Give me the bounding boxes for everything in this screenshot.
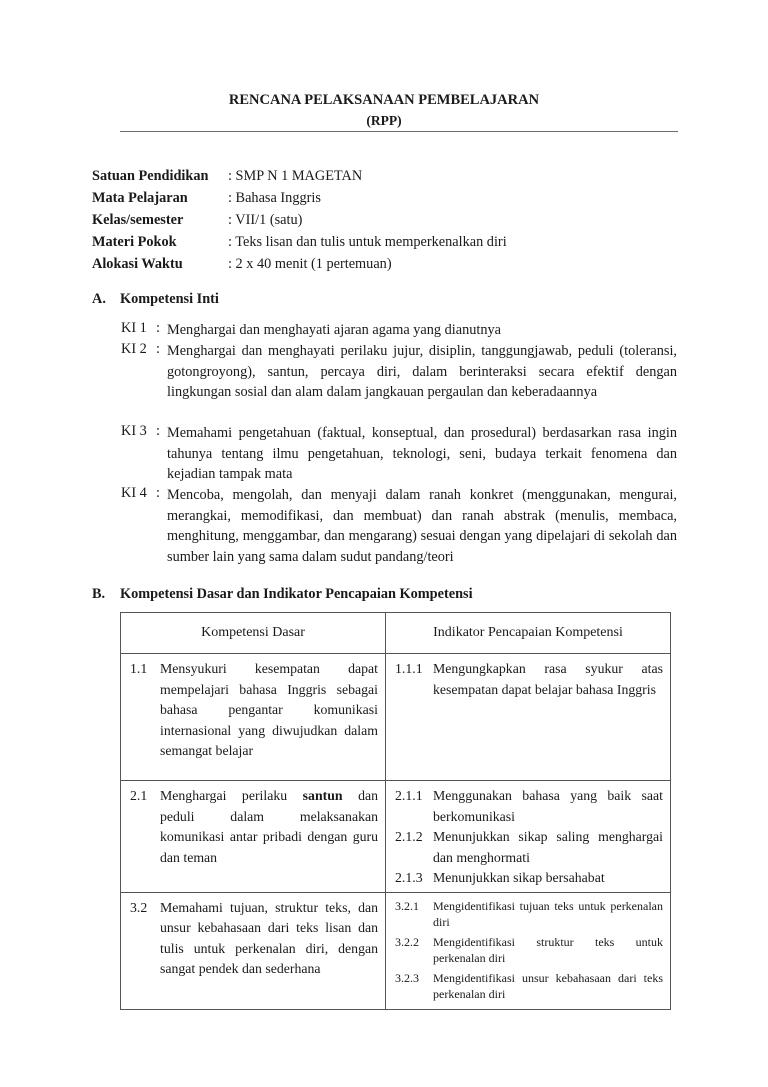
indicator-item <box>395 898 663 931</box>
competency-table <box>120 612 671 1010</box>
kd-item <box>130 659 378 762</box>
indicator-number: 3.2.2 <box>395 934 419 949</box>
kd-cell <box>121 654 386 781</box>
meta-value: : VII/1 (satu) <box>228 212 303 228</box>
ki-text: Memahami pengetahuan (faktual, konseptual, dan prosedural) berdasarkan rasa ingin tahunya tentang ilmu pengetahuan, teknologi, seni, budaya terkait fenomena dan kejadian tampak mata <box>167 425 677 482</box>
indicator-item <box>395 786 663 827</box>
kd-item <box>130 786 378 868</box>
indicator-item <box>395 827 663 868</box>
meta-key: Mata Pelajaran <box>92 190 188 206</box>
meta-key: Materi Pokok <box>92 234 177 250</box>
indicator-text: Menggunakan bahasa yang baik saat berkomunikasi <box>433 788 663 824</box>
ki-label: KI 1 <box>121 320 147 336</box>
indicator-cell <box>386 781 671 893</box>
meta-key: Kelas/semester <box>92 212 184 228</box>
indicator-text: Mengidentifikasi unsur kebahasaan dari teks perkenalan diri <box>433 970 663 1001</box>
ki-text: Menghargai dan menghayati ajaran agama yang dianutnya <box>167 322 501 338</box>
ki-label: KI 4 <box>121 485 147 501</box>
meta-key: Alokasi Waktu <box>92 256 183 272</box>
indicator-item <box>395 659 663 700</box>
section-title: Kompetensi Dasar dan Indikator Pencapaian Kompetensi <box>120 586 473 602</box>
kd-item <box>130 898 378 980</box>
meta-value: : SMP N 1 MAGETAN <box>228 168 363 184</box>
ki-label: KI 2 <box>121 341 147 357</box>
kd-text: Mensyukuri kesempatan dapat mempelajari bahasa Inggris sebagai bahasa pengantar komunikasi internasional yang diwujudkan dalam semangat belajar <box>160 661 378 758</box>
kd-text-rest: dan peduli dalam melaksanakan komunikasi antar pribadi dengan guru dan teman <box>160 788 379 865</box>
indicator-number: 3.2.1 <box>395 898 419 913</box>
title-divider <box>120 131 678 132</box>
indicator-text: Mengungkapkan rasa syukur atas kesempatan dapat belajar bahasa Inggris <box>433 661 663 697</box>
kd-cell <box>121 892 386 1009</box>
document-title: RENCANA PELAKSANAAN PEMBELAJARAN <box>228 92 540 108</box>
kd-cell <box>121 781 386 893</box>
table-row <box>121 781 671 893</box>
section-title: Kompetensi Inti <box>120 291 219 307</box>
document-subtitle: (RPP) <box>366 113 402 128</box>
ki-text: Menghargai dan menghayati perilaku jujur, disiplin, tanggungjawab, peduli (toleransi, gotongroyong), santun, percaya diri, dalam berinteraksi secara efektif dengan lingkungan sosial dan alam dalam jangkauan pergaulan dan keberadaannya <box>167 343 677 400</box>
indicator-text: Menunjukkan sikap saling menghargai dan menghormati <box>433 829 663 865</box>
table-header-row <box>121 613 671 654</box>
table-row <box>121 654 671 781</box>
kd-text-lead: Menghargai perilaku <box>160 788 303 803</box>
ki-label: KI 3 <box>121 423 147 439</box>
meta-value: : Bahasa Inggris <box>228 190 321 206</box>
section-a-heading <box>92 291 219 308</box>
meta-value: : 2 x 40 menit (1 pertemuan) <box>228 256 392 272</box>
section-letter: A. <box>92 291 106 307</box>
meta-key: Satuan Pendidikan <box>92 168 209 184</box>
ki-colon: : <box>156 485 160 501</box>
section-b-heading <box>92 586 473 603</box>
indicator-number: 2.1.2 <box>395 829 423 844</box>
ki-colon: : <box>156 320 160 336</box>
indicator-item <box>395 868 663 889</box>
ki-text: Mencoba, mengolah, dan menyaji dalam ranah konkret (menggunakan, mengurai, merangkai, memodifikasi, dan membuat) dan ranah abstrak (menulis, membaca, menghitung, menggambar, dan mengarang) sesuai dengan yang dipelajari di sekolah dan sumber lain yang sama dalam sudut pandang/teori <box>167 487 677 565</box>
column-header-indicator: Indikator Pencapaian Kompetensi <box>386 613 671 654</box>
indicator-number: 2.1.1 <box>395 788 423 803</box>
kd-number: 2.1 <box>130 788 148 803</box>
meta-value: : Teks lisan dan tulis untuk memperkenalkan diri <box>228 234 507 250</box>
kd-number: 1.1 <box>130 661 148 676</box>
kd-text: Memahami tujuan, struktur teks, dan unsur kebahasaan dari teks lisan dan tulis untuk perkenalan diri, dengan sangat pendek dan sederhana <box>160 899 378 976</box>
column-header-kd: Kompetensi Dasar <box>121 613 386 654</box>
section-letter: B. <box>92 586 106 602</box>
indicator-text: Mengidentifikasi tujuan teks untuk perkenalan diri <box>433 898 663 929</box>
indicator-number: 1.1.1 <box>395 661 423 676</box>
indicator-cell <box>386 892 671 1009</box>
indicator-text: Menunjukkan sikap bersahabat <box>433 870 605 885</box>
ki-colon: : <box>156 341 160 357</box>
ki-colon: : <box>156 423 160 439</box>
table-row <box>121 892 671 1009</box>
indicator-number: 3.2.3 <box>395 970 419 985</box>
indicator-number: 2.1.3 <box>395 870 423 885</box>
indicator-cell <box>386 654 671 781</box>
kd-text-bold: santun <box>302 788 343 803</box>
kd-number: 3.2 <box>130 899 148 915</box>
indicator-item <box>395 970 663 1003</box>
indicator-item <box>395 934 663 967</box>
indicator-text: Mengidentifikasi struktur teks untuk perkenalan diri <box>433 934 663 965</box>
